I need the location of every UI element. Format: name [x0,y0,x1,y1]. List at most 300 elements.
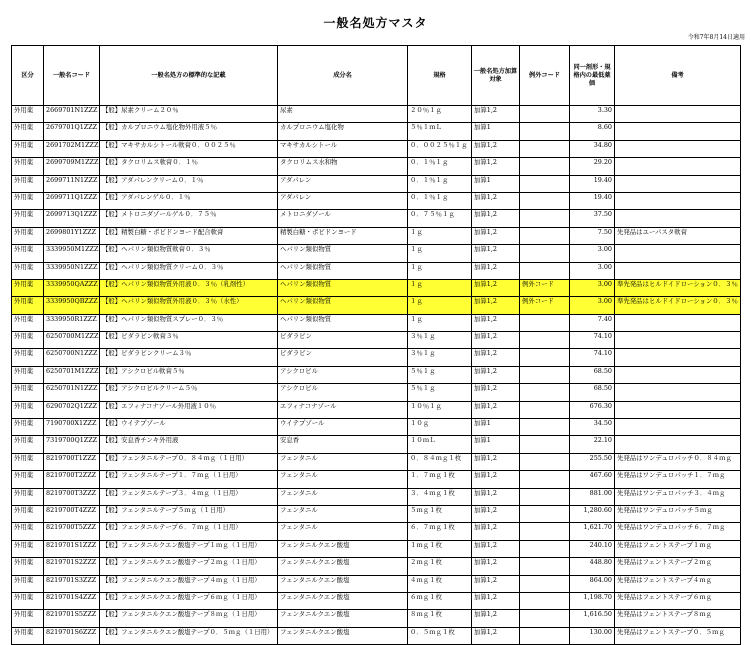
cell-exception-code [520,610,570,627]
cell-category: 外用薬 [12,314,44,331]
cell-standard-name: 【般】フェンタニルクエン酸塩テープ４ｍｇ（１日用） [100,575,278,592]
table-row [12,123,741,140]
cell-code: 7319700Q1ZZZ [44,436,100,453]
cell-category: 外用薬 [12,106,44,123]
cell-min-price: 3.00 [570,279,615,296]
table-row [12,558,741,575]
cell-code: 2699713Q1ZZZ [44,210,100,227]
cell-category: 外用薬 [12,592,44,609]
cell-kasan: 加算1,2 [472,332,520,349]
cell-category: 外用薬 [12,366,44,383]
cell-standard-name: 【般】マキサカルシトール軟膏０．００２５％ [100,140,278,157]
cell-category: 外用薬 [12,627,44,644]
table-row [12,210,741,227]
cell-code: 8219701S1ZZZ [44,540,100,557]
cell-spec: １ｇ [408,279,472,296]
cell-spec: １０ｇ [408,419,472,436]
cell-ingredient: フェンタニルクエン酸塩 [278,627,408,644]
col-header-standard-name: 一般名処方の標準的な記載 [100,46,278,106]
cell-remarks [615,192,741,209]
cell-remarks: 先発品はフェントステープ６ｍｇ [615,592,741,609]
cell-remarks: 先発品はフェントステープ８ｍｇ [615,610,741,627]
cell-kasan: 加算1,2 [472,366,520,383]
cell-min-price: 676.30 [570,401,615,418]
cell-code: 2699711N1ZZZ [44,175,100,192]
cell-exception-code: 例外コード [520,279,570,296]
cell-remarks: 準先発品はヒルドイドローション０．３％ [615,279,741,296]
header-row [12,46,741,106]
cell-kasan: 加算1,2 [472,575,520,592]
cell-remarks [615,245,741,262]
cell-code: 6250701N1ZZZ [44,384,100,401]
cell-ingredient: ウイテプゾール [278,419,408,436]
table-row [12,227,741,244]
col-header-ingredient: 成分名 [278,46,408,106]
cell-standard-name: 【般】安息香チンキ外用液 [100,436,278,453]
cell-code: 3339950R1ZZZ [44,314,100,331]
cell-category: 外用薬 [12,158,44,175]
cell-exception-code [520,575,570,592]
cell-min-price: 3.00 [570,297,615,314]
cell-exception-code: 例外コード [520,297,570,314]
cell-remarks [615,314,741,331]
cell-category: 外用薬 [12,419,44,436]
cell-spec: ２ｍｇ１枚 [408,558,472,575]
cell-remarks: 先発品はフェントステープ１ｍｇ [615,540,741,557]
cell-remarks: 先発品はフェントステープ２ｍｇ [615,558,741,575]
cell-spec: ０．００２５％１ｇ [408,140,472,157]
cell-ingredient: フェンタニル [278,471,408,488]
col-header-exception-code: 例外コード [520,46,570,106]
cell-category: 外用薬 [12,558,44,575]
cell-category: 外用薬 [12,140,44,157]
table-row [12,140,741,157]
document-title: 一般名処方マスタ [323,16,428,30]
cell-category: 外用薬 [12,453,44,470]
cell-standard-name: 【般】フェンタニルテープ１．７ｍｇ（１日用） [100,471,278,488]
table-row [12,158,741,175]
cell-min-price: 7.50 [570,227,615,244]
cell-kasan: 加算1 [472,175,520,192]
cell-ingredient: ヘパリン類似物質 [278,279,408,296]
cell-category: 外用薬 [12,227,44,244]
cell-min-price: 68.50 [570,384,615,401]
cell-ingredient: ビダラビン [278,332,408,349]
table-row [12,366,741,383]
cell-standard-name: 【般】エフィナコナゾール外用液１０％ [100,401,278,418]
cell-exception-code [520,332,570,349]
cell-standard-name: 【般】アダパレンクリーム０．１％ [100,175,278,192]
cell-code: 8219700T1ZZZ [44,453,100,470]
cell-kasan: 加算1,2 [472,384,520,401]
cell-category: 外用薬 [12,610,44,627]
table-row [12,401,741,418]
cell-kasan: 加算1,2 [472,349,520,366]
cell-spec: ６．７ｍｇ１枚 [408,523,472,540]
table-row [12,262,741,279]
cell-remarks: 先発品はワンデュロパッチ０．８４ｍｇ [615,453,741,470]
cell-spec: １．７ｍｇ１枚 [408,471,472,488]
cell-min-price: 34.50 [570,419,615,436]
cell-category: 外用薬 [12,349,44,366]
cell-spec: ４ｍｇ１枚 [408,575,472,592]
cell-kasan: 加算1,2 [472,453,520,470]
cell-remarks [615,158,741,175]
cell-code: 3339950M1ZZZ [44,245,100,262]
cell-remarks: 先発品はフェントステープ０．５ｍｇ [615,627,741,644]
cell-standard-name: 【般】アシクロビルクリーム５％ [100,384,278,401]
cell-code: 8219700T4ZZZ [44,505,100,522]
cell-remarks [615,366,741,383]
cell-min-price: 74.10 [570,349,615,366]
cell-kasan: 加算1,2 [472,471,520,488]
master-table [11,45,741,645]
cell-remarks [615,175,741,192]
cell-remarks: 先発品はワンデュロパッチ５ｍｇ [615,505,741,522]
cell-remarks [615,436,741,453]
cell-kasan: 加算1,2 [472,523,520,540]
cell-min-price: 29.20 [570,158,615,175]
cell-kasan: 加算1 [472,436,520,453]
cell-category: 外用薬 [12,175,44,192]
cell-kasan: 加算1 [472,419,520,436]
cell-ingredient: ヘパリン類似物質 [278,245,408,262]
cell-code: 8219700T5ZZZ [44,523,100,540]
cell-kasan: 加算1,2 [472,488,520,505]
cell-min-price: 3.00 [570,245,615,262]
cell-remarks: 先発品はユーパスタ軟膏 [615,227,741,244]
cell-exception-code [520,245,570,262]
cell-code: 6290702Q1ZZZ [44,401,100,418]
cell-remarks: 先発品はフェントステープ４ｍｇ [615,575,741,592]
cell-standard-name: 【般】フェンタニルテープ０．８４ｍｇ（１日用） [100,453,278,470]
cell-category: 外用薬 [12,123,44,140]
table-row [12,245,741,262]
cell-code: 6250700M1ZZZ [44,332,100,349]
cell-spec: １ｍｇ１枚 [408,540,472,557]
cell-category: 外用薬 [12,471,44,488]
cell-standard-name: 【般】アダパレンゲル０．１％ [100,192,278,209]
cell-exception-code [520,558,570,575]
cell-spec: １ｇ [408,314,472,331]
cell-min-price: 1,280.60 [570,505,615,522]
col-header-code: 一般名コード [44,46,100,106]
cell-remarks [615,384,741,401]
table-row [12,610,741,627]
cell-min-price: 130.00 [570,627,615,644]
cell-code: 8219701S3ZZZ [44,575,100,592]
cell-spec: １ｇ [408,297,472,314]
table-row [12,106,741,123]
table-row [12,488,741,505]
col-header-min-price: 同一剤形・規格内の最低薬価 [570,46,615,106]
table-row [12,436,741,453]
cell-remarks [615,106,741,123]
cell-ingredient: フェンタニルクエン酸塩 [278,610,408,627]
cell-kasan: 加算1,2 [472,505,520,522]
cell-code: 8219701S6ZZZ [44,627,100,644]
cell-ingredient: フェンタニルクエン酸塩 [278,540,408,557]
cell-standard-name: 【般】ウイテプゾール [100,419,278,436]
table-row [12,592,741,609]
cell-kasan: 加算1,2 [472,210,520,227]
cell-kasan: 加算1 [472,123,520,140]
cell-kasan: 加算1,2 [472,245,520,262]
cell-min-price: 467.60 [570,471,615,488]
table-body [12,106,741,645]
cell-ingredient: ビダラビン [278,349,408,366]
cell-remarks [615,140,741,157]
cell-spec: ８ｍｇ１枚 [408,610,472,627]
cell-kasan: 加算1,2 [472,158,520,175]
cell-ingredient: フェンタニル [278,488,408,505]
cell-ingredient: ヘパリン類似物質 [278,262,408,279]
cell-code: 8219701S5ZZZ [44,610,100,627]
cell-ingredient: フェンタニルクエン酸塩 [278,592,408,609]
table-row [12,419,741,436]
cell-ingredient: アダパレン [278,175,408,192]
cell-spec: １ｇ [408,227,472,244]
cell-spec: ０．７５％１ｇ [408,210,472,227]
cell-code: 8219701S2ZZZ [44,558,100,575]
cell-category: 外用薬 [12,575,44,592]
cell-ingredient: アシクロビル [278,366,408,383]
cell-kasan: 加算1,2 [472,279,520,296]
cell-min-price: 7.40 [570,314,615,331]
cell-exception-code [520,540,570,557]
cell-spec: ５ｍｇ１枚 [408,505,472,522]
cell-ingredient: フェンタニル [278,453,408,470]
cell-code: 3339950QAZZZ [44,279,100,296]
cell-code: 7190700X1ZZZ [44,419,100,436]
cell-ingredient: アダパレン [278,192,408,209]
col-header-remarks: 備考 [615,46,741,106]
cell-exception-code [520,384,570,401]
cell-ingredient: 精製白糖・ポビドンヨード [278,227,408,244]
cell-category: 外用薬 [12,192,44,209]
cell-exception-code [520,488,570,505]
effective-date: 令和7年8月14日適用 [687,34,745,41]
table-row [12,471,741,488]
cell-standard-name: 【般】ビダラビン軟膏３％ [100,332,278,349]
cell-spec: １０％１ｇ [408,401,472,418]
cell-standard-name: 【般】ヘパリン類似物質外用液０．３％（水性） [100,297,278,314]
cell-min-price: 255.50 [570,453,615,470]
cell-exception-code [520,401,570,418]
cell-exception-code [520,175,570,192]
cell-code: 8219700T2ZZZ [44,471,100,488]
cell-exception-code [520,349,570,366]
cell-remarks [615,262,741,279]
cell-standard-name: 【般】フェンタニルクエン酸塩テープ６ｍｇ（１日用） [100,592,278,609]
cell-code: 8219701S4ZZZ [44,592,100,609]
cell-code: 2679701Q1ZZZ [44,123,100,140]
table-row [12,627,741,644]
cell-code: 6250701M1ZZZ [44,366,100,383]
table-row [12,349,741,366]
cell-min-price: 881.00 [570,488,615,505]
cell-spec: ３．４ｍｇ１枚 [408,488,472,505]
cell-standard-name: 【般】ヘパリン類似物質軟膏０．３％ [100,245,278,262]
cell-exception-code [520,436,570,453]
cell-remarks [615,210,741,227]
cell-kasan: 加算1,2 [472,297,520,314]
cell-ingredient: フェンタニルクエン酸塩 [278,558,408,575]
cell-code: 6250700N1ZZZ [44,349,100,366]
cell-exception-code [520,627,570,644]
cell-standard-name: 【般】フェンタニルクエン酸塩テープ２ｍｇ（１日用） [100,558,278,575]
cell-remarks [615,419,741,436]
cell-exception-code [520,140,570,157]
table-row [12,175,741,192]
cell-exception-code [520,523,570,540]
cell-remarks [615,401,741,418]
cell-exception-code [520,471,570,488]
table-row [12,505,741,522]
cell-exception-code [520,210,570,227]
cell-kasan: 加算1,2 [472,314,520,331]
cell-category: 外用薬 [12,523,44,540]
cell-category: 外用薬 [12,279,44,296]
cell-kasan: 加算1,2 [472,540,520,557]
cell-code: 8219700T3ZZZ [44,488,100,505]
cell-spec: １ｇ [408,245,472,262]
cell-min-price: 19.40 [570,175,615,192]
table-row [12,575,741,592]
cell-ingredient: 安息香 [278,436,408,453]
cell-ingredient: マキサカルシトール [278,140,408,157]
cell-standard-name: 【般】タクロリムス軟膏０．１％ [100,158,278,175]
cell-spec: ３％１ｇ [408,332,472,349]
col-header-kasan: 一般名処方加算対象 [472,46,520,106]
table-row [12,453,741,470]
cell-exception-code [520,106,570,123]
cell-spec: ０．１％１ｇ [408,192,472,209]
cell-remarks [615,332,741,349]
cell-exception-code [520,592,570,609]
cell-standard-name: 【般】尿素クリーム２０％ [100,106,278,123]
cell-remarks: 先発品はワンデュロパッチ１．７ｍｇ [615,471,741,488]
cell-exception-code [520,123,570,140]
cell-code: 2699801Y1ZZZ [44,227,100,244]
cell-spec: ５％１ｍＬ [408,123,472,140]
cell-standard-name: 【般】ヘパリン類似物質スプレー０．３％ [100,314,278,331]
cell-exception-code [520,366,570,383]
table-row [12,279,741,296]
cell-spec: ６ｍｇ１枚 [408,592,472,609]
cell-exception-code [520,453,570,470]
cell-min-price: 74.10 [570,332,615,349]
cell-kasan: 加算1,2 [472,262,520,279]
cell-remarks: 先発品はワンデュロパッチ６．７ｍｇ [615,523,741,540]
cell-min-price: 3.30 [570,106,615,123]
cell-exception-code [520,158,570,175]
cell-kasan: 加算1,2 [472,401,520,418]
cell-ingredient: フェンタニルクエン酸塩 [278,575,408,592]
table-row [12,332,741,349]
cell-spec: ０．１％１ｇ [408,175,472,192]
table-row [12,314,741,331]
cell-min-price: 19.40 [570,192,615,209]
cell-category: 外用薬 [12,262,44,279]
cell-standard-name: 【般】フェンタニルクエン酸塩テープ０．５ｍｇ（１日用） [100,627,278,644]
cell-min-price: 3.00 [570,262,615,279]
cell-min-price: 34.80 [570,140,615,157]
cell-code: 3339950QBZZZ [44,297,100,314]
cell-spec: １ｇ [408,262,472,279]
cell-standard-name: 【般】ヘパリン類似物質クリーム０．３％ [100,262,278,279]
cell-min-price: 448.80 [570,558,615,575]
cell-category: 外用薬 [12,245,44,262]
cell-min-price: 1,616.50 [570,610,615,627]
cell-kasan: 加算1,2 [472,192,520,209]
cell-code: 2699711Q1ZZZ [44,192,100,209]
cell-standard-name: 【般】フェンタニルクエン酸塩テープ８ｍｇ（１日用） [100,610,278,627]
cell-exception-code [520,227,570,244]
cell-code: 2699709M1ZZZ [44,158,100,175]
cell-category: 外用薬 [12,401,44,418]
cell-standard-name: 【般】メトロニダゾールゲル０．７５％ [100,210,278,227]
cell-kasan: 加算1,2 [472,558,520,575]
cell-category: 外用薬 [12,540,44,557]
cell-standard-name: 【般】ビダラビンクリーム３％ [100,349,278,366]
cell-kasan: 加算1,2 [472,627,520,644]
cell-spec: ０．５ｍｇ１枚 [408,627,472,644]
cell-spec: ２０％１ｇ [408,106,472,123]
cell-exception-code [520,192,570,209]
cell-remarks [615,123,741,140]
cell-kasan: 加算1,2 [472,592,520,609]
cell-standard-name: 【般】精製白糖・ポビドンヨード配合軟膏 [100,227,278,244]
cell-kasan: 加算1,2 [472,227,520,244]
cell-exception-code [520,314,570,331]
cell-ingredient: 尿素 [278,106,408,123]
cell-ingredient: メトロニダゾール [278,210,408,227]
cell-min-price: 240.10 [570,540,615,557]
cell-spec: ５％１ｇ [408,384,472,401]
cell-spec: １０ｍＬ [408,436,472,453]
cell-category: 外用薬 [12,505,44,522]
cell-ingredient: フェンタニル [278,523,408,540]
cell-min-price: 8.60 [570,123,615,140]
cell-remarks [615,349,741,366]
cell-kasan: 加算1,2 [472,140,520,157]
cell-ingredient: タクロリムス水和物 [278,158,408,175]
table-row [12,523,741,540]
col-header-spec: 規格 [408,46,472,106]
cell-code: 2691702M1ZZZ [44,140,100,157]
table-row [12,192,741,209]
cell-spec: ０．８４ｍｇ１枚 [408,453,472,470]
cell-category: 外用薬 [12,384,44,401]
cell-min-price: 37.50 [570,210,615,227]
cell-exception-code [520,505,570,522]
cell-kasan: 加算1,2 [472,106,520,123]
cell-ingredient: ヘパリン類似物質 [278,314,408,331]
cell-standard-name: 【般】カルプロニウム塩化物外用液５％ [100,123,278,140]
cell-category: 外用薬 [12,436,44,453]
cell-exception-code [520,262,570,279]
cell-code: 2669701N1ZZZ [44,106,100,123]
cell-ingredient: エフィナコナゾール [278,401,408,418]
cell-category: 外用薬 [12,210,44,227]
cell-standard-name: 【般】フェンタニルテープ６．７ｍｇ（１日用） [100,523,278,540]
cell-standard-name: 【般】アシクロビル軟膏５％ [100,366,278,383]
cell-spec: ３％１ｇ [408,349,472,366]
cell-spec: ０．１％１ｇ [408,158,472,175]
cell-category: 外用薬 [12,332,44,349]
cell-exception-code [520,419,570,436]
